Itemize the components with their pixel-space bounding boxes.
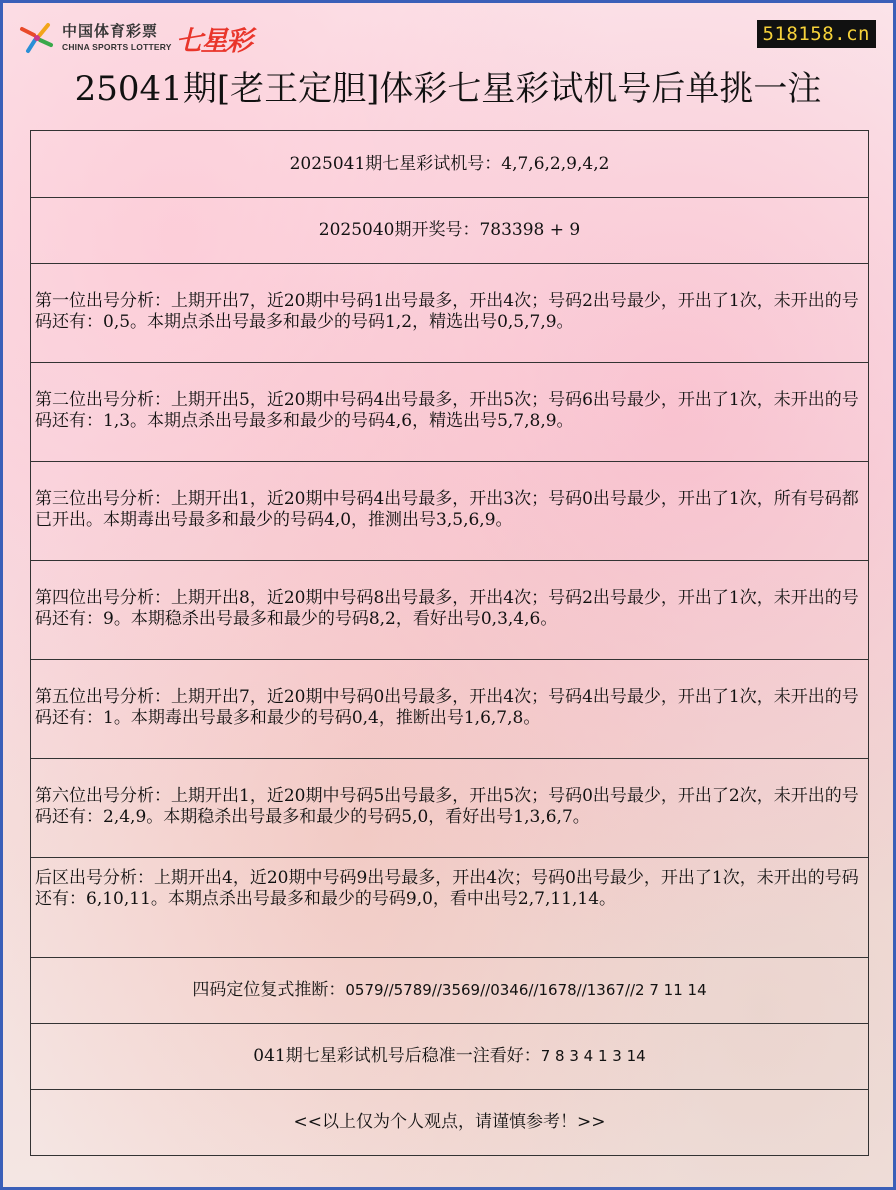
position-4-analysis-row [31, 560, 868, 659]
position-3-analysis-text: 第三位出号分析：上期开出1，近20期中号码4出号最多，开出3次；号码0出号最少，开出了1次，所有号码都已开出。本期毒出号最多和最少的号码4,0，推测出号3,5,6,9。 [35, 489, 859, 530]
lottery-star-icon [18, 19, 56, 57]
position-6-analysis-text: 第六位出号分析：上期开出1，近20期中号码5出号最多，开出5次；号码0出号最少，开出了2次，未开出的号码还有：2,4,9。本期稳杀出号最多和最少的号码5,0，看好出号1,3,6,7。 [35, 786, 859, 827]
position-2-analysis-text: 第二位出号分析：上期开出5，近20期中号码4出号最多，开出5次；号码6出号最少，开出了1次，未开出的号码还有：1,3。本期点杀出号最多和最少的号码4,6，精选出号5,7,8,9。 [35, 390, 859, 431]
position-1-analysis-row [31, 263, 868, 362]
single-pick-row [31, 1023, 868, 1089]
analysis-table [30, 130, 869, 1156]
trial-number-text: 2025041期七星彩试机号：4,7,6,2,9,4,2 [289, 153, 610, 174]
position-3-analysis-row [31, 461, 868, 560]
back-zone-analysis-text: 后区出号分析：上期开出4，近20期中号码9出号最多，开出4次；号码0出号最少，开出了1次，未开出的号码还有：6,10,11。本期点杀出号最多和最少的号码9,0，看中出号2,7,11,14。 [35, 868, 859, 909]
trial-number-row [31, 131, 868, 197]
disclaimer-row [31, 1089, 868, 1155]
back-zone-analysis-row [31, 857, 868, 957]
composite-prediction-row [31, 957, 868, 1023]
position-5-analysis-row [31, 659, 868, 758]
draw-result-text: 2025040期开奖号：783398 + 9 [318, 220, 581, 240]
china-sports-lottery-logo [18, 18, 251, 58]
position-6-analysis-row [31, 758, 868, 857]
single-pick-label: 041期七星彩试机号后稳准一注看好： [253, 1046, 541, 1066]
logo-cn-text: 中国体育彩票 [62, 22, 159, 41]
position-2-analysis-row [31, 362, 868, 461]
logo-en-text: CHINA SPORTS LOTTERY [62, 42, 172, 53]
qxc-brand-text: 七星彩 [175, 25, 251, 57]
position-4-analysis-text: 第四位出号分析：上期开出8，近20期中号码8出号最多，开出4次；号码2出号最少，开出了1次，未开出的号码还有：9。本期稳杀出号最多和最少的号码8,2，看好出号0,3,4,6。 [35, 588, 859, 629]
site-badge[interactable]: 518158.cn [757, 20, 876, 48]
position-5-analysis-text: 第五位出号分析：上期开出7，近20期中号码0出号最多，开出4次；号码4出号最少，开出了1次，未开出的号码还有：1。本期毒出号最多和最少的号码0,4，推断出号1,6,7,8。 [35, 687, 859, 728]
position-1-analysis-text: 第一位出号分析：上期开出7，近20期中号码1出号最多，开出4次；号码2出号最少，开出了1次，未开出的号码还有：0,5。本期点杀出号最多和最少的号码1,2，精选出号0,5,7,9。 [35, 291, 859, 332]
composite-prediction-value: 0579//5789//3569//0346//1678//1367//2 7 11 14 [345, 981, 707, 999]
draw-result-row [31, 197, 868, 263]
single-pick-value: 7 8 3 4 1 3 14 [540, 1047, 646, 1065]
composite-prediction-label: 四码定位复式推断： [192, 980, 346, 1000]
page-title: 25041期[老王定胆]体彩七星彩试机号后单挑一注 [74, 69, 822, 109]
disclaimer-text: <<以上仅为个人观点，请谨慎参考！>> [293, 1112, 606, 1132]
